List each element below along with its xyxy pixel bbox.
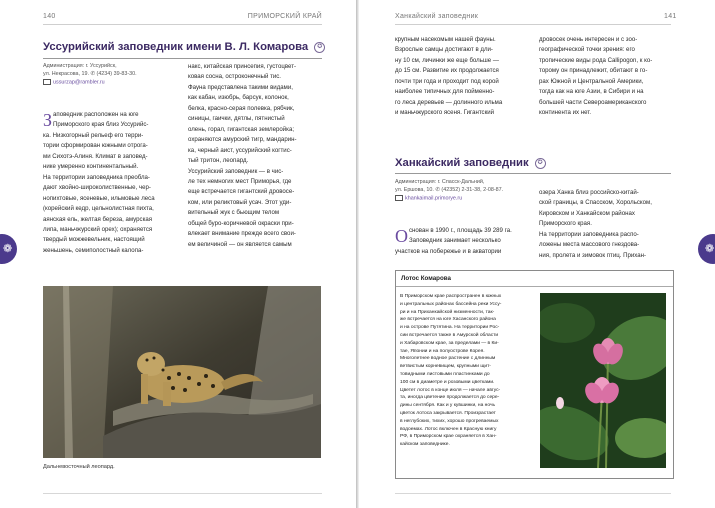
running-header-right: Ханкайский заповедник xyxy=(395,13,479,20)
header-rule xyxy=(43,24,322,25)
photo-caption: Дальневосточный леопард. xyxy=(43,464,115,470)
logo-icon: ✪ xyxy=(314,42,325,53)
paw-icon: ❁ xyxy=(705,243,715,255)
lotus-sidebar-box xyxy=(395,270,674,479)
footer-rule xyxy=(43,493,322,494)
article-title: Уссурийский заповедник имени В. Л. Комарова ✪ xyxy=(43,41,325,53)
contact-info: Администрация: г. Уссурийск, ул. Некрасова, 19. ✆ (4234) 39-83-30. ussurzap@rambler.ru xyxy=(43,63,137,86)
sidebar-title: Лотос Комарова xyxy=(401,275,451,282)
logo-icon: ✪ xyxy=(535,158,546,169)
drop-cap: З xyxy=(43,110,53,130)
sidebar-text: В Приморском крае распространен в южных и центральных районах бассейна реки Уссу- ри и на Приханкайской низменности, так- же встречается на юге Хасанского района и на острове Путятина. На территории Рос- сии встречается также в Амурской области и Хабаровском крае, за пределами — в Ки- тае, Японии и на полуострове Корея. Многолетнее водное растение с длинным ветвистым корневищем, крупными щит- товидными листовыми пластинками до 100 см в диаметре и розовыми цветками. Цветет лотос в конце июля — начале авгус- та, иногда цветение продолжается до сере- дины сентября. Как и у кувшинки, на ночь цветок лотоса закрывается. Произрастает в неглубоких, тихих, хорошо прогреваемых водоемах. Лотос включен в Красную книгу РФ, в Приморском крае охраняется в Хан- кайском заповеднике. xyxy=(400,294,502,448)
article-title-2: Ханкайский заповедник ✪ xyxy=(395,157,546,169)
drop-cap-2: О xyxy=(395,226,408,246)
leopard-photo xyxy=(43,286,321,458)
contact-info-2: Администрация: г. Спасск-Дальний, ул. Ершова, 10. ✆ (42352) 2-31-38, 2-08-87. khankaimail.primorye.ru xyxy=(395,179,504,202)
text-column-1-top: крупным насекомым нашей фауны. Взрослые самцы достигают в дли- ну 10 см, личинки же еще больше — до 15 см. Развитие их продолжается почти три года и проходит под корой наиболее типичных для пойменно- го леса деревьев — долинного ильма и маньчжурского ясеня. Гигантский xyxy=(395,36,503,117)
footer-rule xyxy=(395,493,671,494)
mail-icon xyxy=(43,79,51,85)
email-link-2[interactable]: khankaimail.primorye.ru xyxy=(405,195,463,202)
header-rule xyxy=(395,24,671,25)
page-number-left: 140 xyxy=(43,13,56,20)
text-column-2-bottom: озера Ханка близ российско-китай- ской границы, в Спасском, Хорольском, Кировском и Ханкайском районах Приморского края. На территории заповедника распо- ложены места массового гнездова- ния, пролета и зимовок птиц. Прихан- xyxy=(539,189,652,259)
chapter-tab-left[interactable] xyxy=(0,234,17,264)
title-rule xyxy=(395,173,671,174)
mail-icon xyxy=(395,195,403,201)
sidebar-rule xyxy=(396,286,673,287)
text-column-1: З аповедник расположен на юге Приморского края близ Уссурийс- ка. Низкогорный рельеф его терри- тории сформирован южными отрога- ми Сихотэ-Алиня. Климат в заповед- нике умеренно континентальный. На территории заповедника преобла- дают хвойно-широколиственные, чер- нопихтовые, ясеневые, ильмовые леса (корейский кедр, цельнолистная пихта, аянская ель, желтая береза, амурская липа, маньчжурский орех); охраняется твердый можжевельник, настоящий женьшень, семиполостный калопа- xyxy=(43,110,155,254)
text-column-2-top: дровосек очень интересен и с зоо- географической точки зрения: его тропические виды рода Callipogon, к ко- торому он принадлежит, обитают в го- рах Южной и Центральной Америки, тогда как на юге Азии, в Сибири и на большей части Североамериканского континента их нет. xyxy=(539,36,653,117)
title-rule xyxy=(43,58,322,59)
paw-icon: ❁ xyxy=(3,243,13,255)
text-column-1-bottom: О снован в 1990 г., площадь 39 289 га. Заповедник занимает несколько участков на побережье и в акватории xyxy=(395,226,512,255)
left-page xyxy=(0,0,356,508)
lotus-photo xyxy=(540,293,666,468)
text-column-2: накс, китайская принсепия, густоцвет- ковая сосна, остроконечный тис. Фауна представлена такими видами, как кабан, изюбрь, барсук, колонок, белка, красно-серая полевка, рябчик, синицы, гаички, дятлы, пятнистый олень, горал, гигантская землеройка; охраняются амурский тигр, мандарин- ка, черный аист, уссурийский когтис- тый тритон, леопард. Уссурийский заповедник — в чис- ле тех немногих мест Приморья, где еще встречается гигантский дровосе- ком, или реликтовый усач. Этот уди- вительный жук с бьющим телом общей буро-коричневой окраски при- влекает внимание прежде всего свои- ем величиной — он является самым xyxy=(188,63,297,248)
running-header-left: ПРИМОРСКИЙ КРАЙ xyxy=(247,13,322,20)
email-link[interactable]: ussurzap@rambler.ru xyxy=(53,79,105,86)
page-number-right: 141 xyxy=(664,13,677,20)
